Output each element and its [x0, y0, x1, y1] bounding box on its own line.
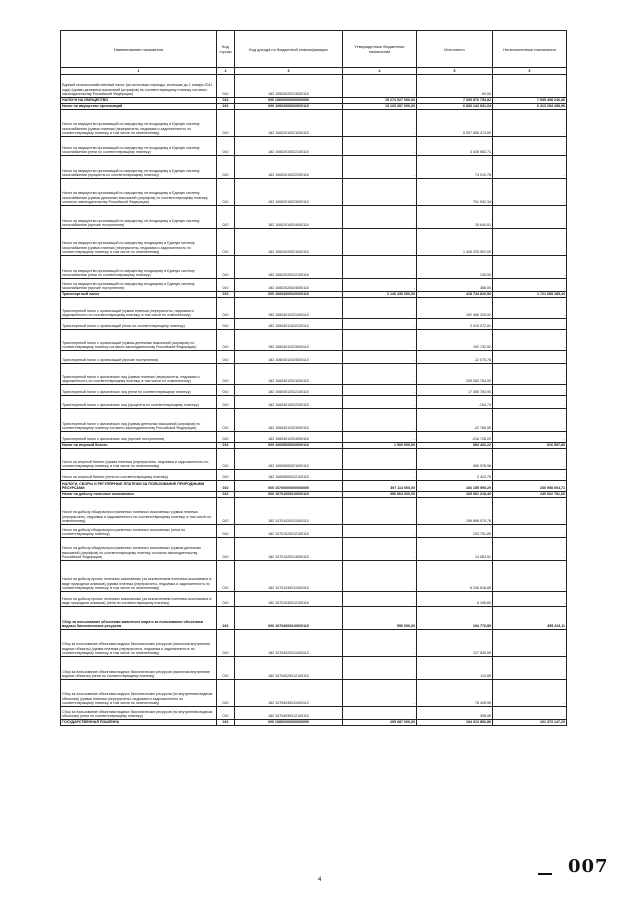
stamp-dash	[538, 873, 552, 875]
row-unexecuted-cell: -	[493, 449, 567, 470]
row-name-cell: Налог на имущество организаций по имуществу, входящему в Единую систему газоснабжения (прочие поступления)	[61, 279, 217, 292]
row-approved-cell: -	[343, 298, 417, 319]
row-approved-cell: -	[343, 279, 417, 292]
row-name-cell: Налог на добычу общераспространенных полезных ископаемых (пени по соответствующему платежу)	[61, 525, 217, 538]
table-row	[61, 680, 567, 707]
table-row	[61, 351, 567, 364]
row-code-cell: 010	[217, 137, 235, 156]
row-approved-cell: 550 000,00	[343, 607, 417, 630]
table-row	[61, 481, 567, 492]
row-unexecuted-cell: -	[493, 351, 567, 364]
header-name: Наименование показателя	[61, 31, 217, 68]
table-row	[61, 538, 567, 561]
table-row	[61, 707, 567, 720]
row-code-cell: 010	[217, 156, 235, 179]
row-code-cell: 010	[217, 279, 235, 292]
row-unexecuted-cell: -	[493, 498, 567, 525]
row-code-cell: 010	[217, 707, 235, 720]
row-executed-cell: -316 728,20	[417, 432, 493, 443]
row-name-cell: Налог на имущество организаций по имуществу, не входящему в Единую систему газоснабжения (сумма платежа (перерасчеты, недоимка и задолженность по соответствующему платежу, в том числе по отмененному)	[61, 110, 217, 137]
table-row	[61, 657, 567, 680]
row-approved-cell: 2 140 430 000,00	[343, 292, 417, 298]
row-unexecuted-cell: -	[493, 319, 567, 330]
row-executed-cell: 14 583,51	[417, 538, 493, 561]
row-approved-cell: 396 564 000,00	[343, 492, 417, 498]
row-code-cell: 010	[217, 330, 235, 351]
row-kbk-cell: 182 10604011021000110	[235, 298, 343, 319]
row-unexecuted-cell: -	[493, 432, 567, 443]
row-approved-cell: -	[343, 396, 417, 409]
row-kbk-cell: 182 10602010022100110	[235, 137, 343, 156]
row-executed-cell: 117 839,06	[417, 630, 493, 657]
row-kbk-cell: 182 10605000022100110	[235, 470, 343, 481]
row-approved-cell: -	[343, 364, 417, 385]
row-kbk-cell: 000 10701000010000110	[235, 492, 343, 498]
row-code-cell: 010	[217, 538, 235, 561]
row-approved-cell: -	[343, 498, 417, 525]
row-code-cell: 010	[217, 607, 235, 630]
row-kbk-cell: 182 10701020011000110	[235, 498, 343, 525]
row-executed-cell: -90,00	[417, 75, 493, 98]
row-kbk-cell: 182 10704030012100110	[235, 707, 343, 720]
row-kbk-cell: 182 10704020012100110	[235, 657, 343, 680]
row-unexecuted-cell: -	[493, 470, 567, 481]
row-name-cell: Транспортный налог с организаций (сумма платежа (перерасчеты, недоимка и задолженность по соответствующему платежу, в том числе по отмененному)	[61, 298, 217, 319]
row-kbk-cell: 182 10602010022200110	[235, 156, 343, 179]
row-name-cell: Транспортный налог с физических лиц (сумма платежа (перерасчеты, недоимка и задолженность по соответствующему платежу, в том числе по отмененному)	[61, 364, 217, 385]
row-kbk-cell: 182 10602010023000110	[235, 179, 343, 206]
row-kbk-cell: 182 10503020013000110	[235, 75, 343, 98]
row-code-cell: 010	[217, 492, 235, 498]
row-name-cell: Сбор за пользование объектами водных биологических ресурсов (по внутренним водным объектам) (пени по соответствующему платежу)	[61, 707, 217, 720]
row-approved-cell: 13 133 397 000,00	[343, 104, 417, 110]
row-name-cell: Налог на игорный бизнес (пени по соответствующему платежу)	[61, 470, 217, 481]
row-name-cell: Транспортный налог	[61, 292, 217, 298]
page-number: 4	[318, 877, 322, 883]
row-kbk-cell: 182 10604011023000110	[235, 330, 343, 351]
row-kbk-cell: 000 10605000020000110	[235, 443, 343, 449]
row-code-cell: 010	[217, 592, 235, 607]
row-approved-cell: -	[343, 206, 417, 229]
row-name-cell: Налог на имущество организаций по имуществу, входящему в Единую систему газоснабжения (сумма платежа (перерасчеты, недоимка и задолженность по соответствующему платежу, в том числе по отмененному)	[61, 229, 217, 256]
row-kbk-cell: 182 10605000021000110	[235, 449, 343, 470]
row-code-cell: 010	[217, 396, 235, 409]
row-executed-cell: 166 155 995,29	[417, 481, 493, 492]
row-code-cell: 010	[217, 104, 235, 110]
table-row	[61, 396, 567, 409]
row-name-cell: Транспортный налог с физических лиц (прочие поступления)	[61, 432, 217, 443]
row-name-cell: НАЛОГИ НА ИМУЩЕСТВО	[61, 98, 217, 104]
row-executed-cell: 1 406 225 902,00	[417, 229, 493, 256]
column-number: 3	[235, 68, 343, 75]
table-row	[61, 385, 567, 396]
row-kbk-cell: 000 10602000020000110	[235, 104, 343, 110]
row-code-cell: 010	[217, 525, 235, 538]
row-executed-cell: 980 978,96	[417, 449, 493, 470]
table-row	[61, 179, 567, 206]
row-unexecuted-cell: -	[493, 110, 567, 137]
row-approved-cell: -	[343, 525, 417, 538]
row-kbk-cell: 182 10604011024000110	[235, 351, 343, 364]
row-kbk-cell: 182 10602020024000110	[235, 279, 343, 292]
row-approved-cell: -	[343, 449, 417, 470]
row-approved-cell: -	[343, 592, 417, 607]
row-kbk-cell: 182 10701020012100110	[235, 525, 343, 538]
row-kbk-cell: 182 10604012023000110	[235, 409, 343, 432]
row-unexecuted-cell: -	[493, 538, 567, 561]
row-code-cell: 010	[217, 229, 235, 256]
row-code-cell: 010	[217, 470, 235, 481]
row-unexecuted-cell: -	[493, 630, 567, 657]
table-row	[61, 229, 567, 256]
row-approved-cell: -	[343, 179, 417, 206]
row-approved-cell: -	[343, 470, 417, 481]
row-kbk-cell: 182 10701020013000110	[235, 538, 343, 561]
row-code-cell: 010	[217, 110, 235, 137]
row-unexecuted-cell: -	[493, 298, 567, 319]
row-code-cell: 010	[217, 75, 235, 98]
row-kbk-cell: 000 10700000000000000	[235, 481, 343, 492]
column-number: 6	[493, 68, 567, 75]
row-kbk-cell: 182 10604011022100110	[235, 319, 343, 330]
table-row	[61, 432, 567, 443]
header-kbk: Код дохода по бюджетной классификации	[235, 31, 343, 68]
table-row	[61, 298, 567, 319]
row-unexecuted-cell: -	[493, 137, 567, 156]
row-unexecuted-cell: -	[493, 179, 567, 206]
row-executed-cell: 209 052 764,93	[417, 364, 493, 385]
row-approved-cell: -	[343, 385, 417, 396]
report-sheet	[60, 30, 566, 726]
row-approved-cell: -	[343, 156, 417, 179]
row-executed-cell: 15 640,61	[417, 206, 493, 229]
row-kbk-cell: 182 10704030011000110	[235, 680, 343, 707]
row-code-cell: 010	[217, 432, 235, 443]
row-name-cell: Налог на добычу общераспространенных полезных ископаемых (сумма платежа (перерасчеты, недоимка и задолженность по соответствующему платежу, в том числе по отмененному)	[61, 498, 217, 525]
row-approved-cell: 295 687 000,00	[343, 720, 417, 726]
row-code-cell: 010	[217, 409, 235, 432]
row-executed-cell: 74 010,78	[417, 156, 493, 179]
row-approved-cell: -	[343, 538, 417, 561]
row-name-cell: Транспортный налог с физических лиц (пени по соответствующему платежу)	[61, 385, 217, 396]
row-executed-cell: 192 732,52	[417, 330, 493, 351]
row-approved-cell: -	[343, 351, 417, 364]
row-name-cell: Транспортный налог с организаций (прочие поступления)	[61, 351, 217, 364]
table-row	[61, 364, 567, 385]
row-executed-cell: 2 015 072,81	[417, 319, 493, 330]
table-row	[61, 720, 567, 726]
row-name-cell: Налог на имущество организаций по имуществу, не входящему в Единую систему газоснабжения (прочие поступления)	[61, 206, 217, 229]
row-name-cell: Налог на имущество организаций по имуществу, не входящему в Единую систему газоснабжения (суммы денежных взысканий (штрафов) по соответствующему платежу согласно законодательству Российской Федерации)	[61, 179, 217, 206]
row-unexecuted-cell: -	[493, 680, 567, 707]
row-name-cell: Налог на игорный бизнес	[61, 443, 217, 449]
row-kbk-cell: 182 10602020021000110	[235, 229, 343, 256]
row-code-cell: 010	[217, 292, 235, 298]
row-unexecuted-cell: -	[493, 330, 567, 351]
row-approved-cell: 15 274 527 000,00	[343, 98, 417, 104]
row-unexecuted-cell: -	[493, 561, 567, 592]
table-row	[61, 110, 567, 137]
row-executed-cell: 159 698 070,76	[417, 498, 493, 525]
column-number: 4	[343, 68, 417, 75]
row-executed-cell: 388,00	[417, 279, 493, 292]
row-code-cell: 010	[217, 680, 235, 707]
row-kbk-cell: 000 10600000000000000	[235, 98, 343, 104]
row-approved-cell: -	[343, 707, 417, 720]
row-unexecuted-cell: 7 935 498 246,36	[493, 98, 567, 104]
row-executed-cell: 6 830 142 541,04	[417, 104, 493, 110]
row-name-cell: Сбор за пользование объектами водных биологических ресурсов (исключая внутренние водные объекты) (сумма платежа (перерасчеты, недоимка и задолженность по соответствующему платежу, в том числе по отмененному)	[61, 630, 217, 657]
row-executed-cell: 395,96	[417, 707, 493, 720]
row-name-cell: Сбор за пользование объектами водных биологических ресурсов (по внутренним водным объектам) (сумма платежа (перерасчеты, недоимка и задолженность по соответствующему платежу, в том числе по отмененному)	[61, 680, 217, 707]
row-unexecuted-cell: -	[493, 256, 567, 279]
row-executed-cell: 6 195,60	[417, 592, 493, 607]
row-name-cell: Транспортный налог с физических лиц (проценты по соответствующему платежу)	[61, 396, 217, 409]
row-unexecuted-cell: -	[493, 707, 567, 720]
row-name-cell: Налог на добычу общераспространенных полезных ископаемых (суммы денежных взысканий (штрафов) по соответствующему платежу согласно законодательству Российской Федерации)	[61, 538, 217, 561]
table-row	[61, 330, 567, 351]
row-executed-cell: 418 744 810,56	[417, 292, 493, 298]
row-name-cell: Сбор за пользование объектами животного мира и за пользование объектами водных биологических ресурсов	[61, 607, 217, 630]
table-row	[61, 156, 567, 179]
row-executed-cell: 3 426 562,71	[417, 137, 493, 156]
row-code-cell: 010	[217, 319, 235, 330]
row-executed-cell: 6 248 616,85	[417, 561, 493, 592]
row-unexecuted-cell: -	[493, 364, 567, 385]
row-kbk-cell: 182 10602020022100110	[235, 256, 343, 279]
row-kbk-cell: 182 10604012024000110	[235, 432, 343, 443]
row-kbk-cell: 000 10800000000000000	[235, 720, 343, 726]
row-approved-cell: -	[343, 680, 417, 707]
row-name-cell: Транспортный налог с организаций (суммы денежных взысканий (штрафов) по соответствующему платежу согласно законодательству Российской Федерации)	[61, 330, 217, 351]
row-kbk-cell: 000 10704000010000110	[235, 607, 343, 630]
row-code-cell: 010	[217, 206, 235, 229]
row-unexecuted-cell: -	[493, 156, 567, 179]
table-row	[61, 449, 567, 470]
row-name-cell: Налог на имущество организаций по имуществу, не входящему в Единую систему газоснабжения (проценты по соответствующему платежу)	[61, 156, 217, 179]
row-executed-cell: -22 766,55	[417, 409, 493, 432]
row-unexecuted-cell: 516 597,80	[493, 443, 567, 449]
row-approved-cell: -	[343, 137, 417, 156]
row-name-cell: Налог на имущество организаций по имуществу, входящему в Единую систему газоснабжения (пени по соответствующему платежу)	[61, 256, 217, 279]
row-name-cell: НАЛОГИ, СБОРЫ И РЕГУЛЯРНЫЕ ПЛАТЕЖИ ЗА ПОЛЬЗОВАНИЕ ПРИРОДНЫМИ РЕСУРСАМИ	[61, 481, 217, 492]
page-stamp-number: 007	[568, 856, 609, 877]
row-kbk-cell: 182 10701030012100110	[235, 592, 343, 607]
row-executed-cell: 701 542,34	[417, 179, 493, 206]
row-executed-cell: 112,89	[417, 657, 493, 680]
row-unexecuted-cell: 230 602 781,60	[493, 492, 567, 498]
row-executed-cell: 192 469 329,92	[417, 298, 493, 319]
row-code-cell: 010	[217, 179, 235, 206]
row-name-cell: Налог на имущество организаций по имуществу, не входящему в Единую систему газоснабжения (пени по соответствующему платежу)	[61, 137, 217, 156]
row-approved-cell: -	[343, 432, 417, 443]
row-unexecuted-cell: 1 721 685 189,44	[493, 292, 567, 298]
header-executed: Исполнено	[417, 31, 493, 68]
row-name-cell: Налог на игорный бизнес (сумма платежа (перерасчеты, недоимка и задолженность по соответствующему платежу, в том числе по отмененному)	[61, 449, 217, 470]
table-row	[61, 279, 567, 292]
row-executed-cell: 2 423,75	[417, 470, 493, 481]
row-code-cell: 010	[217, 720, 235, 726]
row-approved-cell: -	[343, 657, 417, 680]
row-code-cell: 010	[217, 449, 235, 470]
row-unexecuted-cell: -	[493, 385, 567, 396]
table-row	[61, 561, 567, 592]
table-row	[61, 256, 567, 279]
row-name-cell: Налог на добычу прочих полезных ископаемых (за исключением полезных ископаемых в виде природных алмазов) (сумма платежа (перерасчеты, недоимка и задолженность по соответствующему платежу, в том числе по отмененному)	[61, 561, 217, 592]
row-unexecuted-cell: -	[493, 409, 567, 432]
row-approved-cell: -	[343, 256, 417, 279]
row-unexecuted-cell: 6 313 254 458,96	[493, 104, 567, 110]
row-executed-cell: 130,00	[417, 256, 493, 279]
row-name-cell: Транспортный налог с физических лиц (суммы денежных взысканий (штрафов) по соответствующему платежу согласно законодательству Российской Федерации)	[61, 409, 217, 432]
row-name-cell: Налог на добычу полезных ископаемых	[61, 492, 217, 498]
row-kbk-cell: 182 10704020011000110	[235, 630, 343, 657]
row-executed-cell: 7 330 870 753,82	[417, 98, 493, 104]
row-unexecuted-cell: -	[493, 396, 567, 409]
budget-execution-table	[60, 30, 567, 726]
row-code-cell: 010	[217, 630, 235, 657]
row-code-cell: 010	[217, 481, 235, 492]
row-executed-cell: 194 313 852,80	[417, 720, 493, 726]
row-approved-cell: -	[343, 330, 417, 351]
row-code-cell: 010	[217, 98, 235, 104]
row-unexecuted-cell: -	[493, 592, 567, 607]
row-executed-cell: 76 428,98	[417, 680, 493, 707]
row-kbk-cell: 000 10604000020000110	[235, 292, 343, 298]
row-executed-cell: 194 776,89	[417, 607, 493, 630]
column-number: 1	[61, 68, 217, 75]
row-approved-cell: -	[343, 229, 417, 256]
row-kbk-cell: 182 10604012022100110	[235, 385, 343, 396]
row-approved-cell: 397 114 000,00	[343, 481, 417, 492]
row-approved-cell: -	[343, 630, 417, 657]
header-row	[61, 31, 567, 68]
row-approved-cell: -	[343, 409, 417, 432]
row-approved-cell: -	[343, 319, 417, 330]
row-executed-cell: 17 365 784,90	[417, 385, 493, 396]
row-code-cell: 010	[217, 498, 235, 525]
row-approved-cell: 1 500 000,00	[343, 443, 417, 449]
table-row	[61, 592, 567, 607]
row-unexecuted-cell: 101 373 147,20	[493, 720, 567, 726]
row-code-cell: 010	[217, 657, 235, 680]
row-code-cell: 010	[217, 351, 235, 364]
row-code-cell: 010	[217, 385, 235, 396]
row-executed-cell: 103 751,89	[417, 525, 493, 538]
table-row	[61, 607, 567, 630]
row-unexecuted-cell: -	[493, 279, 567, 292]
row-name-cell: Сбор за пользование объектами водных биологических ресурсов (исключая внутренние водные объекты) (пени по соответствующему платежу)	[61, 657, 217, 680]
row-kbk-cell: 182 10604012022200110	[235, 396, 343, 409]
row-executed-cell: 983 402,22	[417, 443, 493, 449]
table-row	[61, 319, 567, 330]
row-unexecuted-cell: 355 223,11	[493, 607, 567, 630]
table-row	[61, 525, 567, 538]
table-row	[61, 630, 567, 657]
column-number: 2	[217, 68, 235, 75]
row-code-cell: 010	[217, 561, 235, 592]
row-executed-cell: 5 507 808 474,60	[417, 110, 493, 137]
row-unexecuted-cell: -	[493, 525, 567, 538]
row-executed-cell: -12 075,78	[417, 351, 493, 364]
row-unexecuted-cell: -	[493, 229, 567, 256]
column-number: 5	[417, 68, 493, 75]
row-approved-cell: -	[343, 561, 417, 592]
row-unexecuted-cell: -	[493, 75, 567, 98]
row-code-cell: 010	[217, 298, 235, 319]
row-executed-cell: 165 961 218,40	[417, 492, 493, 498]
row-kbk-cell: 182 10604012021000110	[235, 364, 343, 385]
row-name-cell: ГОСУДАРСТВЕННАЯ ПОШЛИНА	[61, 720, 217, 726]
table-row	[61, 498, 567, 525]
row-name-cell: Налог на добычу прочих полезных ископаемых (за исключением полезных ископаемых в виде природных алмазов) (пени по соответствующему платежу)	[61, 592, 217, 607]
column-number-row	[61, 68, 567, 75]
row-kbk-cell: 182 10701030011000110	[235, 561, 343, 592]
row-executed-cell: -104,74	[417, 396, 493, 409]
header-approved: Утвержденные бюджетные назначения	[343, 31, 417, 68]
row-code-cell: 010	[217, 443, 235, 449]
row-name-cell: Единый сельскохозяйственный налог (за налоговые периоды, истекшие до 1 января 2011 года) (суммы денежных взысканий (штрафов) по соответствующему платежу согласно законодательству Российской Федерации)	[61, 75, 217, 98]
row-kbk-cell: 182 10602010021000110	[235, 110, 343, 137]
row-kbk-cell: 182 10602010024000110	[235, 206, 343, 229]
row-code-cell: 010	[217, 364, 235, 385]
table-row	[61, 137, 567, 156]
table-row	[61, 470, 567, 481]
header-unexecuted: Неисполненные назначения	[493, 31, 567, 68]
table-row	[61, 75, 567, 98]
row-unexecuted-cell: -	[493, 657, 567, 680]
header-code: Код строки	[217, 31, 235, 68]
row-approved-cell: -	[343, 110, 417, 137]
table-body	[61, 75, 567, 726]
row-approved-cell: -	[343, 75, 417, 98]
row-name-cell: Налог на имущество организаций	[61, 104, 217, 110]
table-row	[61, 409, 567, 432]
table-row	[61, 206, 567, 229]
row-unexecuted-cell: 230 958 004,71	[493, 481, 567, 492]
row-unexecuted-cell: -	[493, 206, 567, 229]
row-name-cell: Транспортный налог с организаций (пени по соответствующему платежу)	[61, 319, 217, 330]
row-code-cell: 010	[217, 256, 235, 279]
